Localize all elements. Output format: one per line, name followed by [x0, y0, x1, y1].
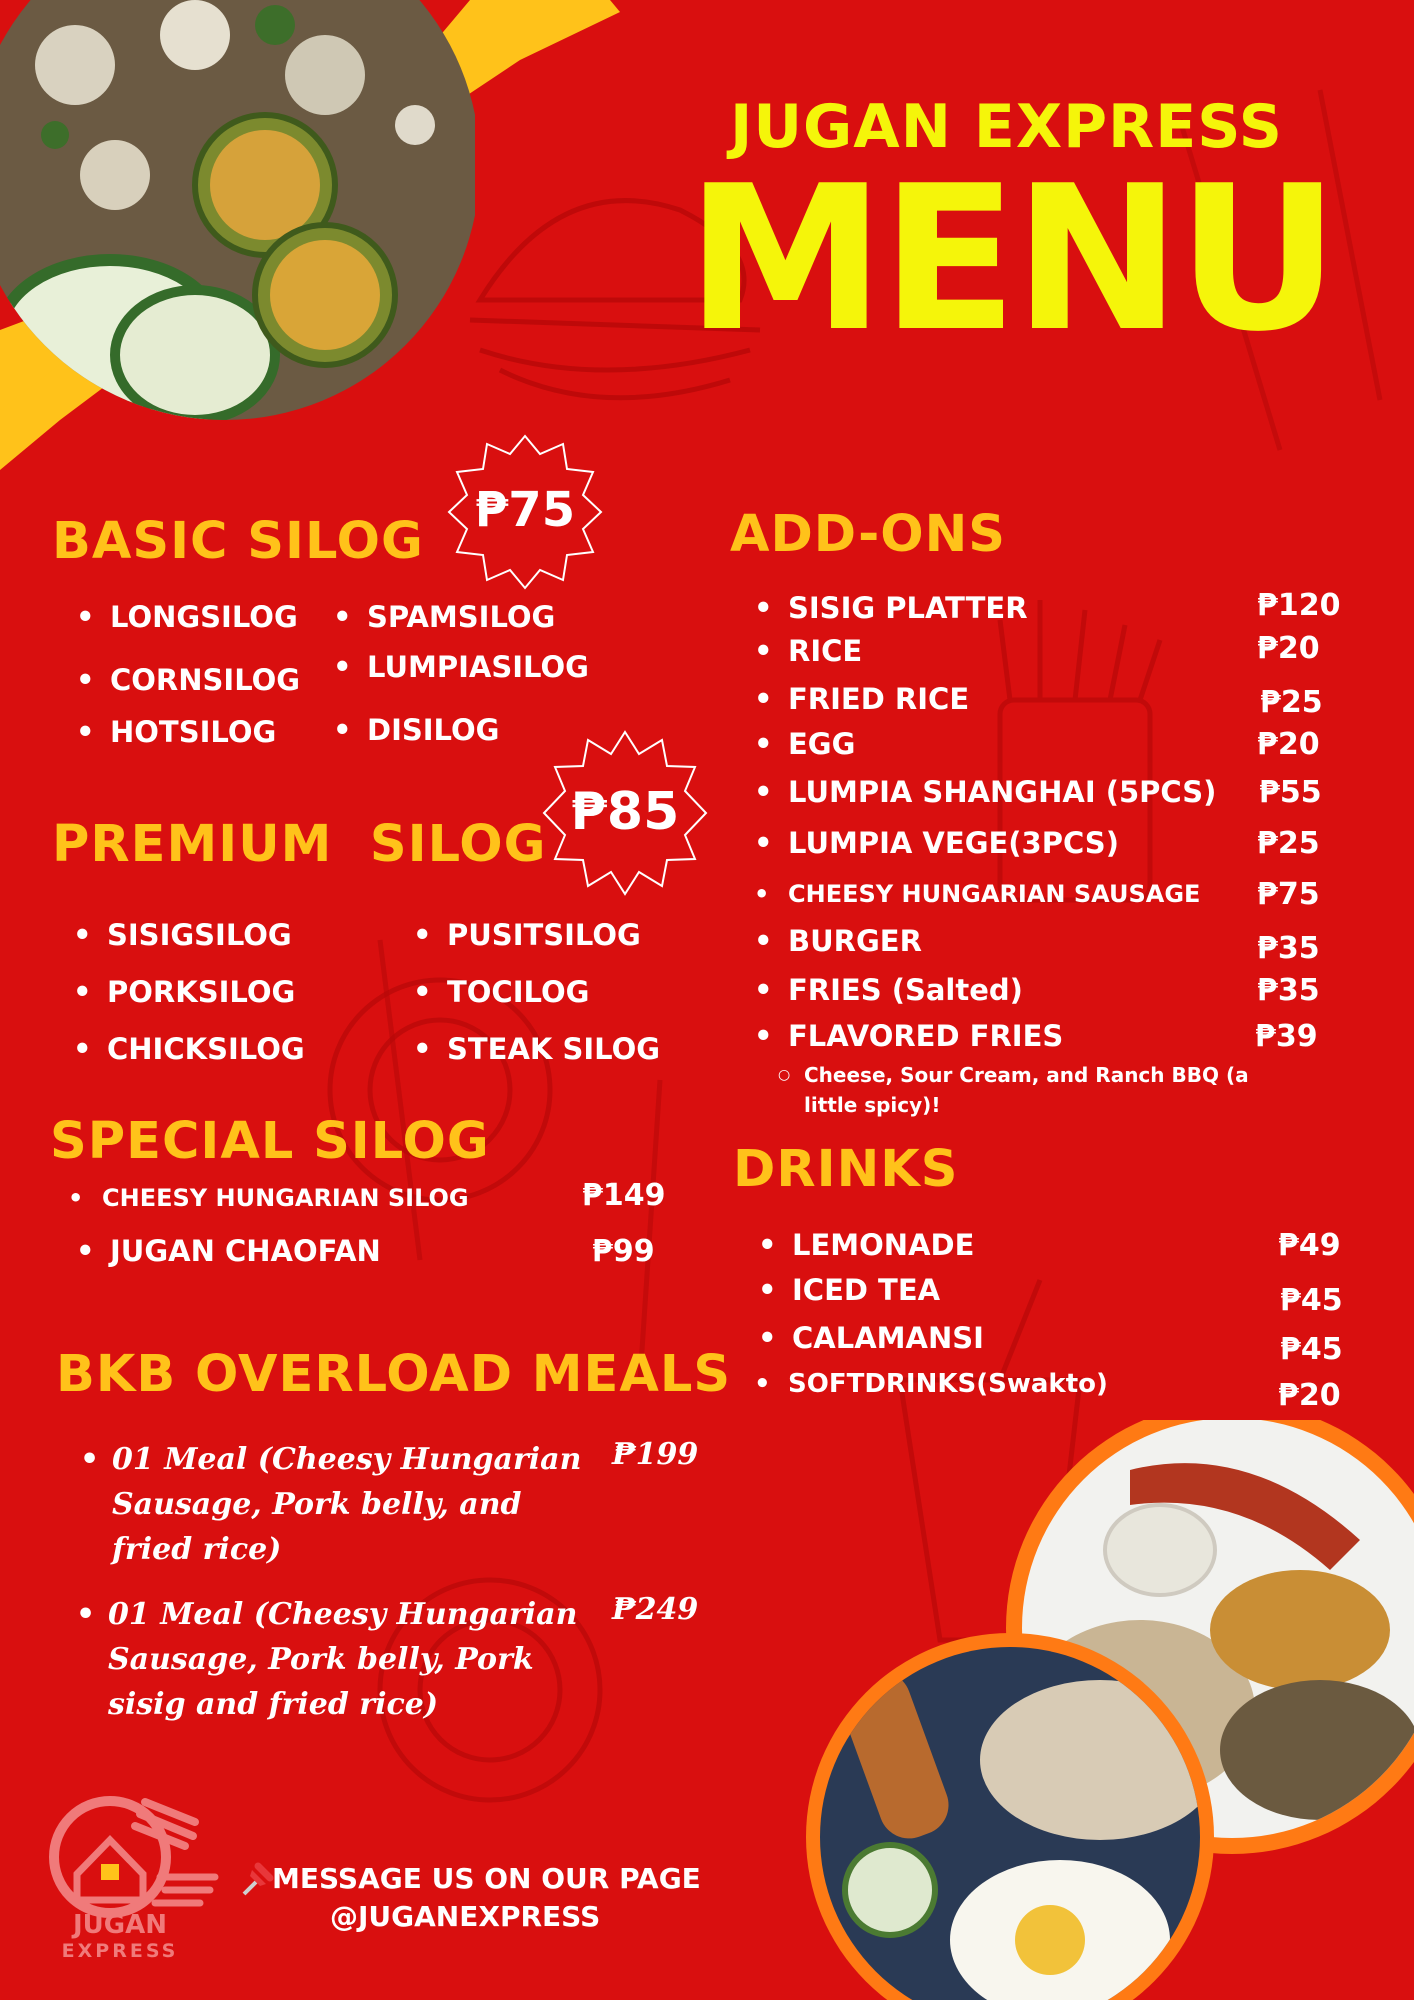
brand-heading: JUGAN EXPRESS	[730, 92, 1283, 162]
item-price: ₱120	[1257, 588, 1341, 623]
list-item: • CHICKSILOG	[107, 1032, 305, 1066]
list-item: • PORKSILOG	[107, 975, 295, 1009]
list-item: • CHEESY HUNGARIAN SAUSAGE	[788, 880, 1200, 908]
list-item: • RICE	[788, 634, 862, 668]
bkb-heading: BKB OVERLOAD MEALS	[56, 1345, 732, 1404]
item-price: ₱25	[1257, 826, 1320, 861]
item-price: ₱20	[1257, 727, 1320, 762]
premium-silog-heading: PREMIUM SILOG	[52, 815, 547, 874]
list-item: • STEAK SILOG	[447, 1032, 660, 1066]
list-item: • DISILOG	[367, 713, 499, 747]
item-price: ₱49	[1278, 1228, 1341, 1263]
item-price: ₱199	[612, 1437, 699, 1472]
item-price: ₱39	[1255, 1019, 1318, 1054]
list-item: • FRIES (Salted)	[788, 973, 1023, 1007]
item-price: ₱149	[582, 1178, 666, 1213]
pushpin-icon	[238, 1862, 274, 1898]
item-price: ₱99	[592, 1234, 655, 1269]
list-item: • SPAMSILOG	[367, 600, 555, 634]
addons-heading: ADD-ONS	[730, 505, 1007, 564]
item-price: ₱20	[1278, 1378, 1341, 1413]
list-item: • CORNSILOG	[110, 663, 300, 697]
basic-silog-heading: BASIC SILOG	[52, 512, 424, 571]
list-item: • EGG	[788, 727, 855, 761]
list-item: • LUMPIA VEGE(3PCS)	[788, 826, 1119, 860]
list-item: • SISIGSILOG	[107, 918, 292, 952]
list-item: • LUMPIASILOG	[367, 650, 589, 684]
sisig-photo	[0, 0, 475, 435]
drinks-heading: DRINKS	[733, 1140, 959, 1199]
premium-price-badge	[540, 728, 710, 898]
food-photos	[800, 1420, 1414, 2000]
list-item: • SISIG PLATTER	[788, 591, 1028, 625]
list-item: • CHEESY HUNGARIAN SILOG	[102, 1184, 469, 1212]
list-item: • ICED TEA	[792, 1273, 940, 1307]
list-item: • HOTSILOG	[110, 715, 276, 749]
footer-handle: @JUGANEXPRESS	[330, 1900, 601, 1933]
special-silog-heading: SPECIAL SILOG	[50, 1112, 490, 1171]
item-price: ₱75	[1257, 877, 1320, 912]
logo-subtitle: EXPRESS	[61, 1940, 179, 1962]
list-item: • JUGAN CHAOFAN	[110, 1234, 381, 1268]
list-item: • PUSITSILOG	[447, 918, 641, 952]
item-price: ₱45	[1280, 1332, 1343, 1367]
flavored-fries-note: ○ Cheese, Sour Cream, and Ranch BBQ (a little spicy)!	[804, 1060, 1264, 1120]
list-item: • BURGER	[788, 924, 922, 958]
item-price: ₱35	[1257, 931, 1320, 966]
item-price: ₱55	[1259, 775, 1322, 810]
basic-price: ₱75	[474, 482, 576, 538]
list-item: • LEMONADE	[792, 1228, 974, 1262]
list-item: • FLAVORED FRIES	[788, 1019, 1063, 1053]
basic-price-badge	[445, 432, 605, 592]
item-price: ₱25	[1260, 685, 1323, 720]
list-item: • SOFTDRINKS(Swakto)	[788, 1369, 1108, 1399]
item-price: ₱20	[1257, 631, 1320, 666]
item-price: ₱249	[612, 1592, 699, 1627]
premium-price: ₱85	[570, 782, 680, 842]
item-price: ₱45	[1280, 1283, 1343, 1318]
footer-message: MESSAGE US ON OUR PAGE	[272, 1862, 701, 1895]
list-item: • FRIED RICE	[788, 682, 969, 716]
list-item: • LONGSILOG	[110, 600, 298, 634]
list-item: • TOCILOG	[447, 975, 589, 1009]
item-price: ₱35	[1257, 973, 1320, 1008]
list-item: • LUMPIA SHANGHAI (5PCS)	[788, 775, 1216, 809]
list-item: • CALAMANSI	[792, 1321, 984, 1355]
list-item: • 01 Meal (Cheesy Hungarian Sausage, Pork belly, and fried rice)	[112, 1437, 582, 1572]
list-item: • 01 Meal (Cheesy Hungarian Sausage, Pork belly, Pork sisig and fried rice)	[108, 1592, 578, 1727]
page-title: MENU	[686, 143, 1336, 376]
logo-wordmark: JUGAN	[72, 1910, 167, 1940]
